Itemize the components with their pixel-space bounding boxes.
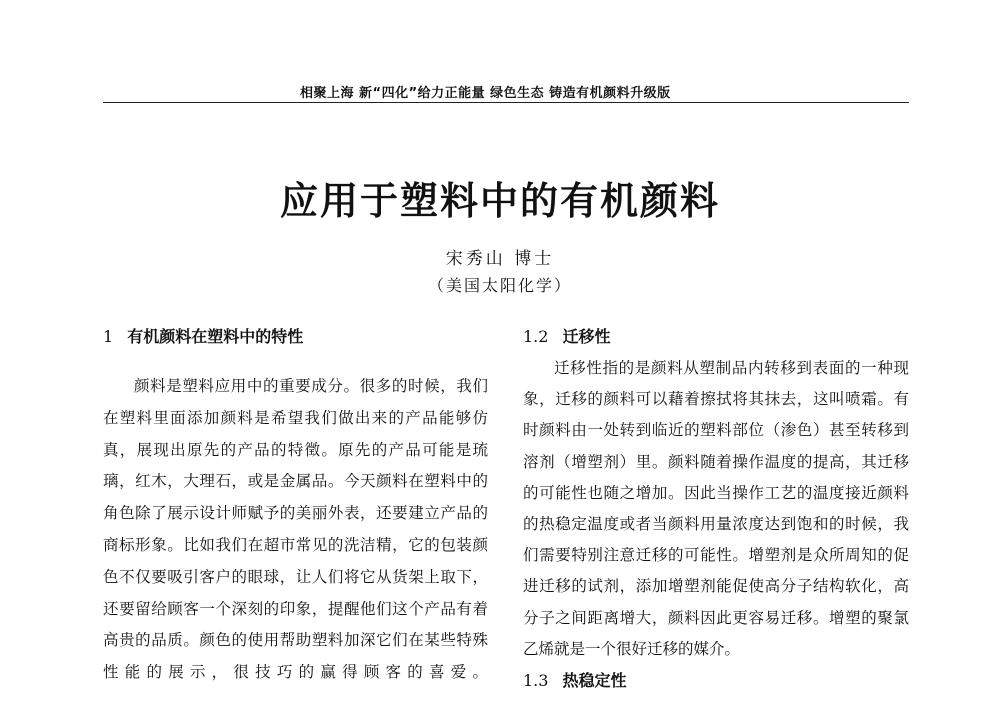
section-title: 热稳定性: [562, 671, 627, 691]
body-paragraph-1: 颜料是塑料应用中的重要成分。很多的时候，我们在塑料里面添加颜料是希望我们做出来的产品能够仿真，展现出原先的产品的特徵。原先的产品可能是琉璃，红木，大理石，或是金属品。今天颜料在塑料中的角色除了展示设计师赋予的美丽外表，还要建立产品的商标形象。比如我们在超市常见的洗洁精，它的包装颜色不仅要吸引客户的眼球，让人们将它从货架上取下，还要留给顾客一个深刻的印象，提醒他们这个产品有着高贵的品质。颜色的使用帮助塑料加深它们在某些特殊性能的展示，很技巧的赢得顾客的喜爱。: [103, 377, 488, 682]
section-number: 1.3: [523, 671, 549, 691]
section-1-3-heading: [523, 665, 909, 697]
author-name: 宋秀山 博士: [445, 249, 555, 269]
running-header: 相聚上海 新“四化”给力正能量 绿色生态 铸造有机颜料升级版: [300, 86, 671, 101]
section-1-heading: [103, 321, 488, 353]
section-title: 迁移性: [562, 327, 611, 346]
author-affiliation: （美国太阳化学）: [427, 276, 572, 295]
section-number: 1.2: [523, 327, 549, 346]
right-column: [523, 321, 909, 697]
body-paragraph-2: 迁移性指的是颜料从塑制品内转移到表面的一种现象，迁移的颜料可以藉着擦拭将其抹去，这叫喷霜。有时颜料由一处转到临近的塑料部位（渗色）甚至转移到溶剂（增塑剂）里。颜料随着操作温度的提高，其迁移的可能性也随之增加。因此当操作工艺的温度接近颜料的热稳定温度或者当颜料用量浓度达到饱和的时候，我们需要特别注意迁移的可能性。增塑剂是众所周知的促进迁移的试剂，添加增塑剂能促使高分子结构软化，高分子之间距离增大，颜料因此更容易迁移。增塑的聚氯乙烯就是一个很好迁移的媒介。: [523, 359, 909, 658]
header-rule: [103, 102, 909, 103]
section-number: 1: [103, 327, 114, 346]
article-title: 应用于塑料中的有机颜料: [279, 179, 720, 223]
section-title: 有机颜料在塑料中的特性: [127, 327, 304, 346]
left-column: [103, 321, 488, 689]
section-1-2-heading: [523, 321, 909, 353]
